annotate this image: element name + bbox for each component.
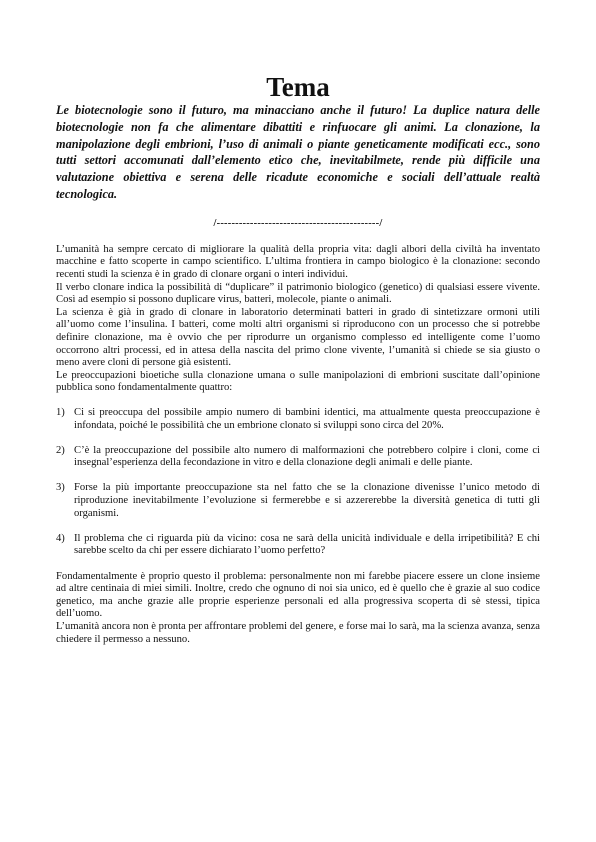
list-item-number: 3) [56,482,65,494]
body-paragraph: Le preoccupazioni bioetiche sulla clonazione umana o sulle manipolazioni di embrioni suscitate dall’opinione pubblica sono fondamentalmente quattro: [56,369,540,394]
body-paragraph: L’umanità ha sempre cercato di migliorare la qualità della propria vita: dagli albori della civiltà ha inventato macchine e fatto scoperte in campo scientifico. L’ultima frontiera in campo biologico è la clonazione: secondo recenti studi la scienza è in grado di clonare organi o interi individui. [56,243,540,280]
body-paragraph: La scienza è già in grado di clonare in laboratorio determinati batteri in grado di sintetizzare ormoni utili all’uomo come l’insulina. I batteri, come molti altri organismi si riproducono con un processo che si potrebbe definire clonazione, ma è ovvio che per riprodurre un organismo complesso ed intelligente come l’uomo occorrono altri processi, ed in attesa della nascita del primo clone vivente, l’umanità si chiede se sia giusto o meno avere cloni di persone già esistenti. [56,306,540,369]
body-paragraph: Fondamentalmente è proprio questo il problema: personalmente non mi farebbe piacere essere un clone insieme ad altre centinaia di miei simili. Inoltre, credo che ognuno di noi sia unico, ed è quello che è grazie al suo codice genetico, ma anche grazie alle proprie esperienze personali ed alla progressiva scoperta di sè stessi, tipica dell’uomo. [56,570,540,620]
list-item [56,482,540,520]
list-item-number: 1) [56,406,65,418]
list-item [56,407,540,432]
document-page [56,72,540,646]
body-paragraph: L’umanità ancora non è pronta per affrontare problemi del genere, e forse mai lo sarà, ma la scienza avanza, senza chiedere il permesso a nessuno. [56,621,540,645]
list-item-number: 4) [56,532,65,544]
spacer [56,395,540,407]
list-item-text: Ci si preoccupa del possibile ampio numero di bambini identici, ma attualmente questa preoccupazione è infondata, poiché le possibilità che un embrione clonato si sviluppi sono circa del 20%. [74,406,540,431]
body-paragraph: Il verbo clonare indica la possibilità di “duplicare” il patrimonio biologico (genetico) di qualsiasi essere vivente. Così ad esempio si possono duplicare virus, batteri, molecole, piante o animali. [56,281,540,306]
list-item [56,533,540,558]
list-item-number: 2) [56,444,65,456]
list-item-text: Forse la più importante preoccupazione sta nel fatto che se la clonazione divenisse l’unico metodo di riproduzione inevitabilmente l’evoluzione si fermerebbe e si azzererebbe la diversità genetica di tutti gli organismi. [74,482,540,519]
intro-paragraph: Le biotecnologie sono il futuro, ma minacciano anche il futuro! La duplice natura delle biotecnologie non fa che alimentare dibattiti e rinfuocare gli animi. La clonazione, la manipolazione degli embrioni, l’uso di animali o piante geneticamente modificati ecc., sono tutti settori accomunati dall’elemento etico che, inevitabilmete, rende più difficile una valutazione obiettiva e serena delle ricadute economiche e sociali dell’attuale realtà tecnologica. [56,103,540,201]
page-title: Tema [266,72,330,102]
list-item-text: C’è la preoccupazione del possibile alto numero di malformazioni che potrebbero colpire i cloni, come ci insegnal’esperienza della fecondazione in vitro e della clonazione degli animali e delle piante. [74,444,540,469]
list-item-text: Il problema che ci riguarda più da vicino: cosa ne sarà della unicità individuale e della irripetibilità? E chi sarebbe scelto da chi per essere dichiarato l’uomo perfetto? [74,532,540,557]
concerns-list [56,407,540,558]
section-separator: /--------------------------------------------/ [213,217,383,229]
list-item [56,445,540,470]
